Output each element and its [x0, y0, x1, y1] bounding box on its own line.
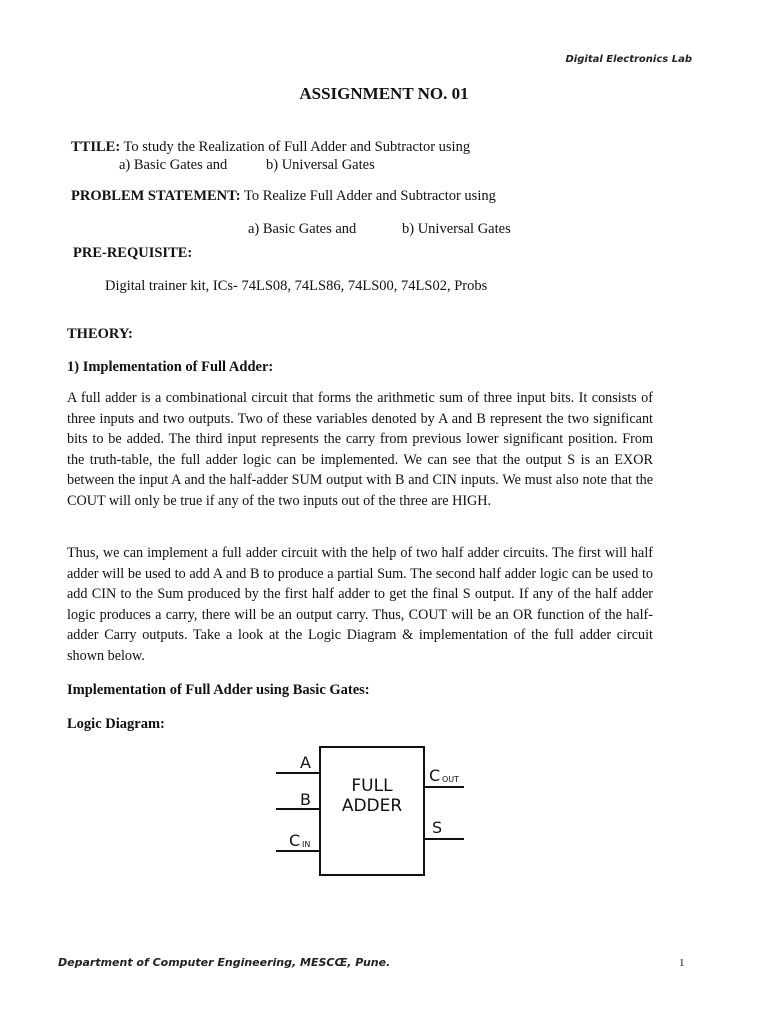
page-number: 1	[679, 957, 685, 969]
theory-paragraph-2: Thus, we can implement a full adder circuit with the help of two half adder circuits. The first will half adder will be used to add A and B to produce a partial Sum. The second half adder logic can be used to add CIN to the Sum produced by the first half adder to get the final S output. If any of the half adder logic produces a carry, there will be an output carry. Thus, COUT will be an OR function of the half-adder Carry outputs. Take a look at the Logic Diagram & implementation of the full adder circuit shown below.	[67, 545, 653, 664]
title-option-b: b) Universal Gates	[266, 157, 375, 173]
output-cout-label-sub: OUT	[442, 775, 460, 784]
block-label-adder: ADDER	[341, 796, 403, 816]
theory-paragraph-1: A full adder is a combinational circuit that forms the arithmetic sum of three input bits. It consists of three inputs and two outputs. Two of these variables denoted by A and B represent the two significant bits to be added. The third input represents the carry from previous lower significant position. From the truth-table, the full adder logic can be implemented. We can see that the output S is an EXOR between the input A and the half-adder SUM output with B and CIN inputs. We must also note that the COUT will only be true if any of the two inputs out of the three are HIGH.	[67, 390, 653, 509]
block-label-full: FULL	[351, 776, 393, 796]
input-b-label: B	[300, 790, 311, 809]
prerequisite-label: PRE-REQUISITE:	[73, 245, 193, 261]
assignment-title: ASSIGNMENT NO. 01	[299, 84, 469, 103]
implementation-heading: Implementation of Full Adder using Basic Gates:	[67, 682, 370, 698]
problem-statement-line	[71, 188, 496, 205]
title-label: TTILE:	[71, 139, 121, 155]
department-footer: Department of Computer Engineering, MESCŒ, Pune.	[58, 956, 391, 969]
prerequisite-text: Digital trainer kit, ICs- 74LS08, 74LS86, 74LS00, 74LS02, Probs	[105, 278, 488, 294]
title-text: To study the Realization of Full Adder and Subtractor using	[123, 139, 471, 155]
problem-statement-text: To Realize Full Adder and Subtractor using	[243, 188, 496, 204]
title-option-a: a) Basic Gates and	[119, 157, 228, 173]
problem-statement-label: PROBLEM STATEMENT:	[71, 188, 241, 204]
input-cin-label-c: C	[289, 831, 301, 850]
input-cin-label-sub: IN	[302, 840, 311, 849]
output-s-label: S	[432, 818, 443, 837]
output-cout-label-c: C	[429, 766, 441, 785]
full-adder-subheading: 1) Implementation of Full Adder:	[67, 359, 274, 375]
input-a-label: A	[300, 753, 311, 772]
lab-name-header: Digital Electronics Lab	[565, 54, 692, 65]
full-adder-block-diagram	[270, 745, 470, 885]
logic-diagram-heading: Logic Diagram:	[67, 716, 165, 732]
problem-option-b: b) Universal Gates	[402, 221, 511, 237]
title-line	[71, 139, 470, 156]
problem-option-a: a) Basic Gates and	[248, 221, 357, 237]
theory-heading: THEORY:	[67, 326, 133, 342]
